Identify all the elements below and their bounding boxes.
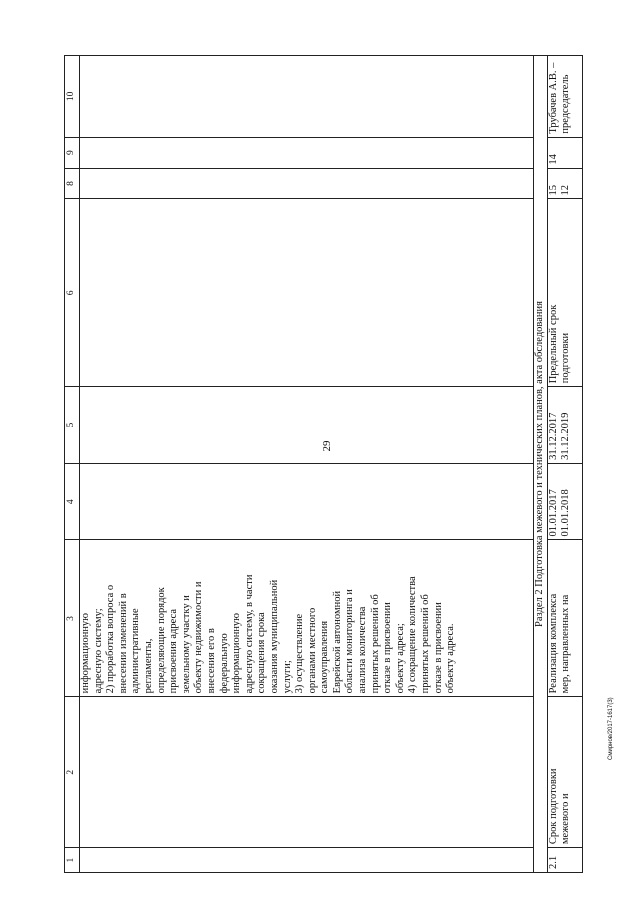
table-cell [80,848,534,873]
end-date-cell: 31.12.2017 31.12.2019 [547,387,582,464]
indicator-name-cell: Предельный срок подготовки [547,199,582,387]
header-cell: 4 [65,463,80,540]
value-cell: 15 12 [547,168,582,199]
start-date-cell: 01.01.2017 01.01.2018 [547,463,582,540]
header-cell: 3 [65,540,80,697]
section-row [534,56,548,873]
table-cell [80,697,534,848]
rotated-table-sheet [64,55,598,873]
document-stamp: Смирнов/2017-1617(3) [608,697,614,760]
measures-cell: информационную адресную систему; 2) проработка вопроса о внесении изменений в административные регламенты, определяющие порядок присвоения адреса земельному участку и объекту недвижимости и внесения его в федеральную информационную адресную систему, в части сокращения срока оказания муниципальной услуги; 3) осуществление органами местного самоуправления Еврейской автономной области мониторинга и анализа количества принятых решений об отказе в присвоении объекту адреса; 4) сокращение количества принятых решений об отказе в присвоении объекту адреса. [80,540,534,697]
table-row [547,56,582,873]
measures-cell: Реализация комплекса мер, направленных на [547,540,582,697]
header-cell: 5 [65,387,80,464]
indicator-cell: Срок подготовки межевого и [547,697,582,848]
header-row [65,56,80,873]
header-cell: 8 [65,168,80,199]
table-cell [80,56,534,138]
header-cell: 1 [65,848,80,873]
table-cell [80,463,534,540]
table-cell [80,387,534,464]
table-row [80,56,534,873]
header-cell: 6 [65,199,80,387]
row-number: 2.1 [547,848,582,873]
section-title: Раздел 2 Подготовка межевого и технических планов, акта обследования [534,56,548,873]
page-number: 29 [321,440,333,452]
value-cell: 14 [547,137,582,168]
header-cell: 10 [65,56,80,138]
table-cell [80,168,534,199]
responsible-cell: Трубачев А.В. – председатель [547,56,582,138]
table-cell [80,199,534,387]
plan-table [64,55,583,873]
header-cell: 2 [65,697,80,848]
header-cell: 9 [65,137,80,168]
table-cell [80,137,534,168]
